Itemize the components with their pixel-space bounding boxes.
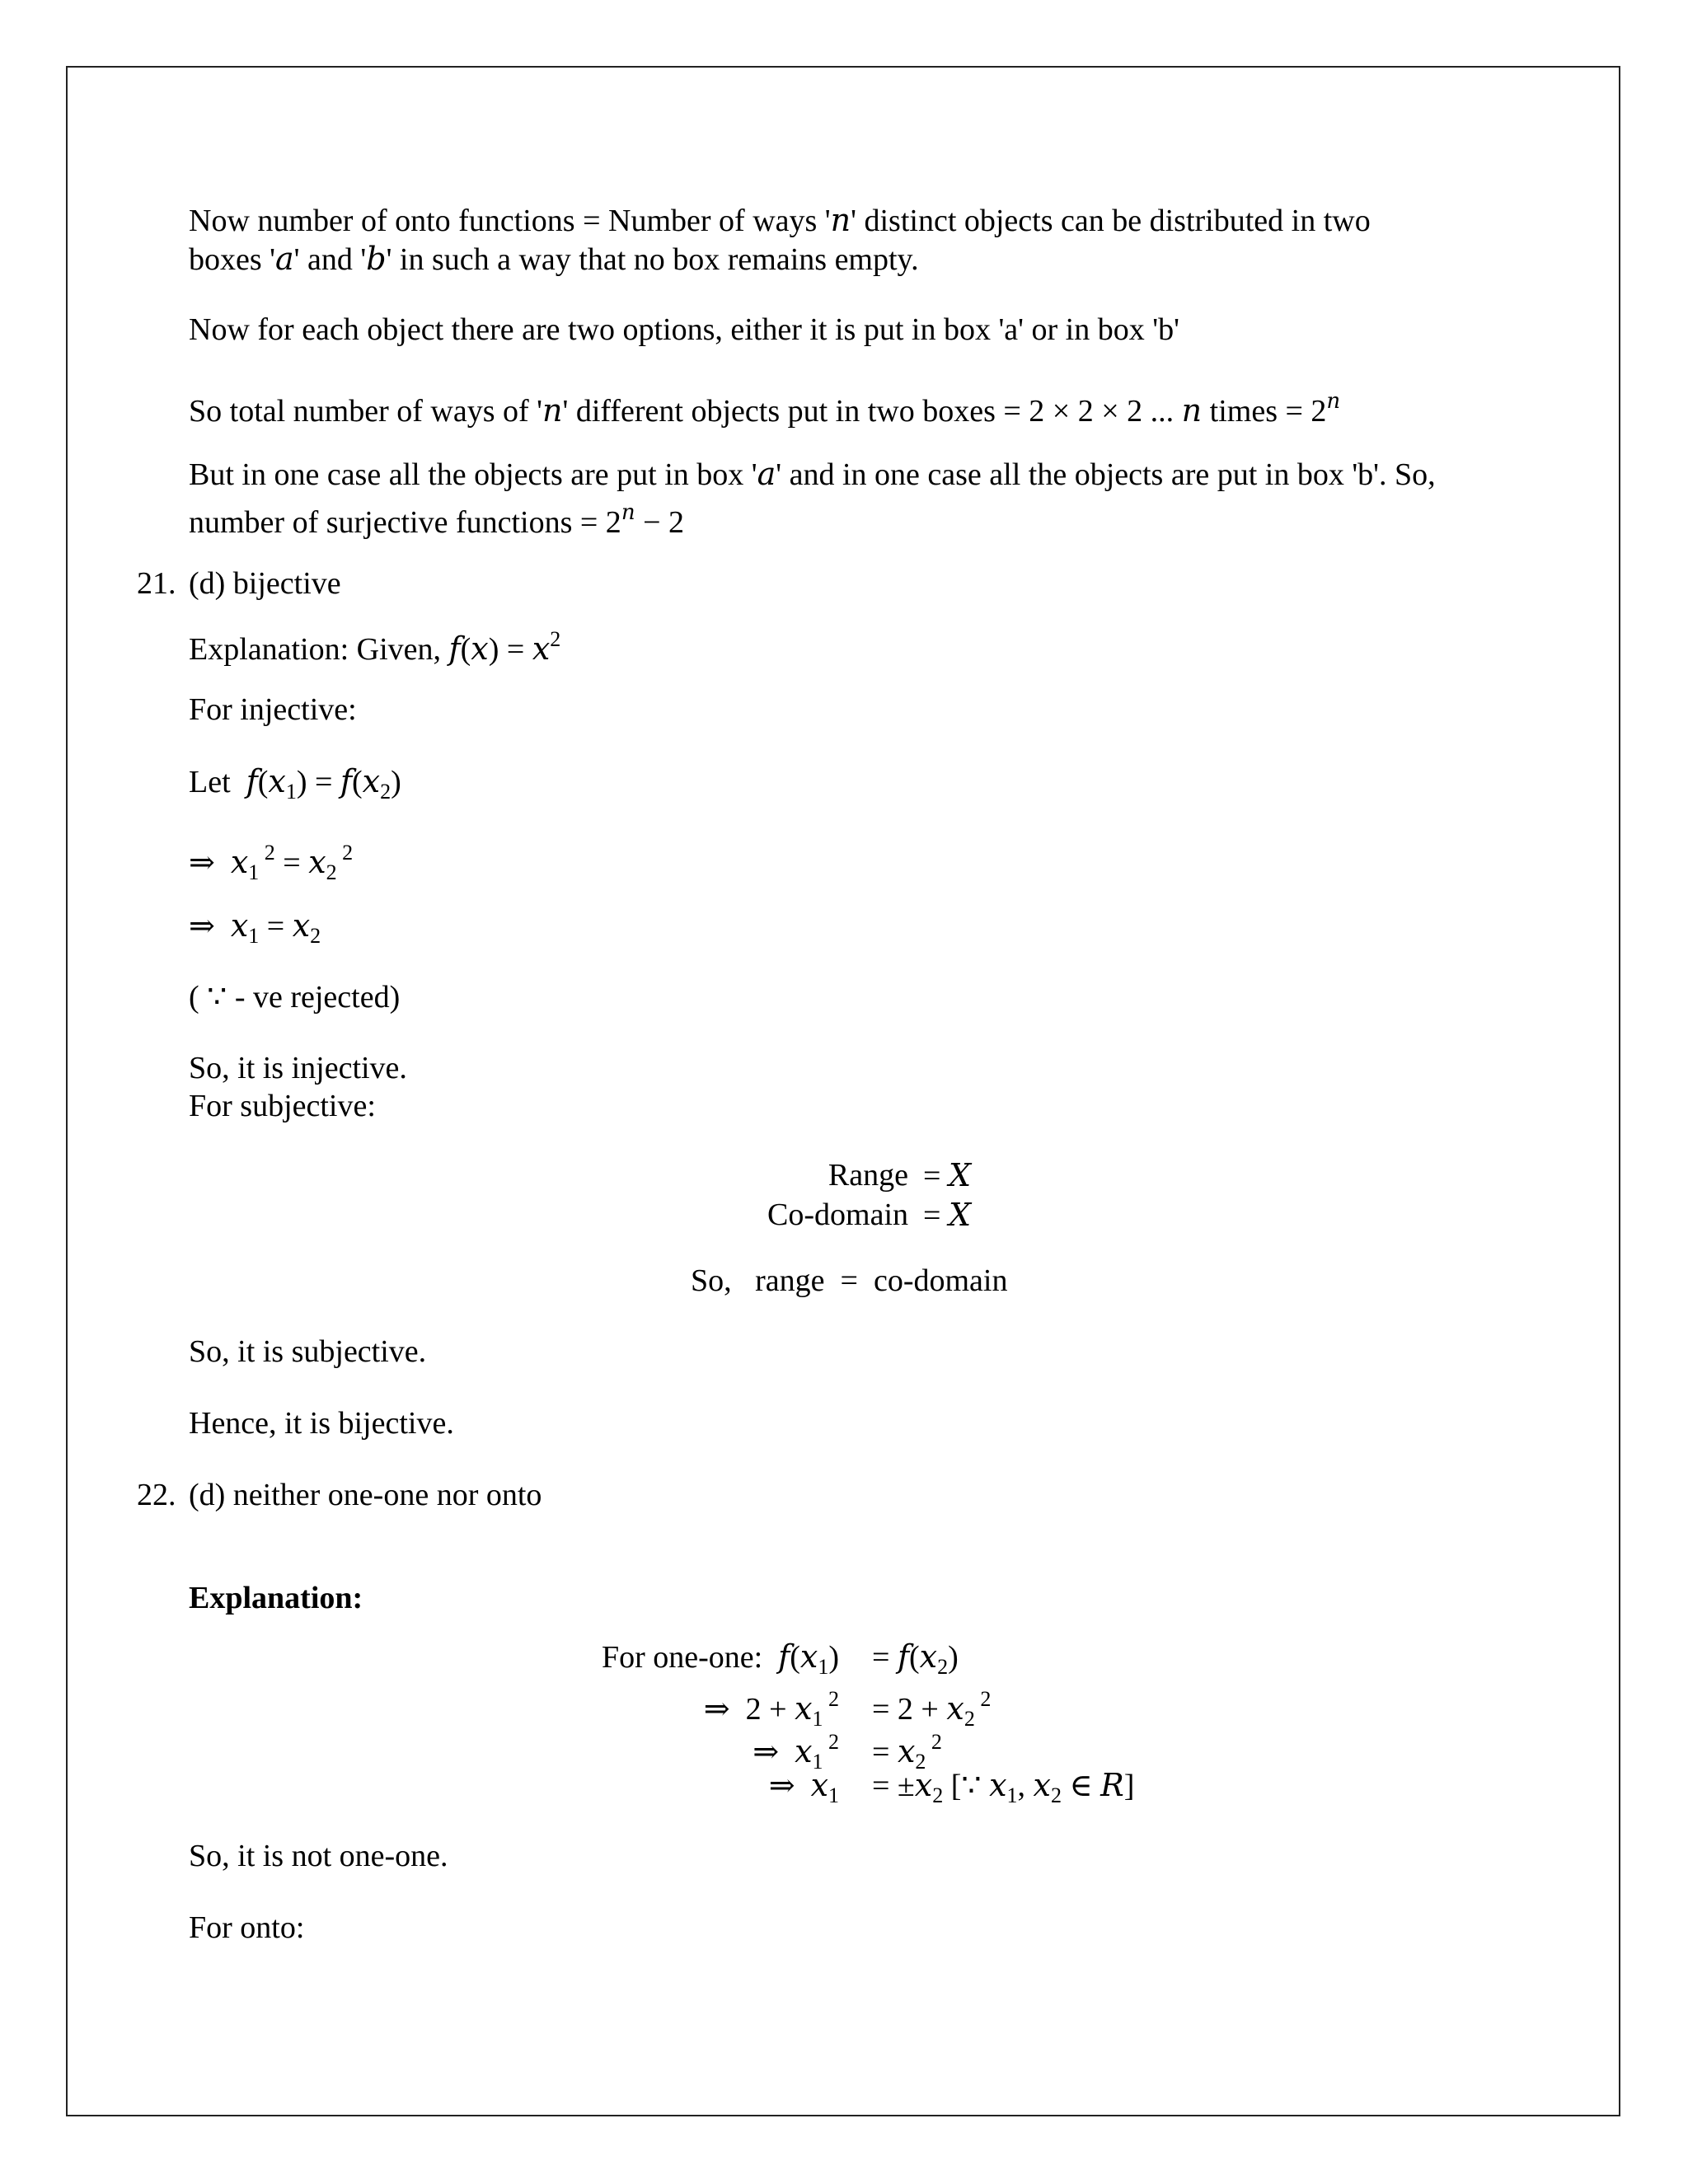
not-one-one-conclusion: So, it is not one-one. (189, 1839, 448, 1873)
one-one-line-4-left: ⇒ $x_1$ (768, 1767, 839, 1807)
total-ways-line: So total number of ways of 'n' different objects put in two boxes = 2 × 2 × 2 ... n times = $2^n$ (189, 389, 1341, 429)
let-equation: Let $f(x_1) = f(x_2)$ (189, 763, 401, 804)
question-21-number: 21. (137, 566, 176, 601)
one-one-line-1-left: For one-one: $f(x_1)$ (601, 1638, 839, 1679)
question-22-number: 22. (137, 1478, 176, 1512)
squares-equal-equation: ⇒ $x_1$ $^2 = x_2$ $^2$ (189, 841, 354, 884)
injective-conclusion: So, it is injective. (189, 1051, 407, 1085)
codomain-label: Co-domain (767, 1197, 908, 1232)
one-one-line-2-right: = $2 + x_2$ $^2$ (872, 1687, 992, 1731)
bijective-conclusion: Hence, it is bijective. (189, 1406, 454, 1441)
one-one-line-2-left: ⇒ $2 + x_1$ $^2$ (703, 1687, 839, 1731)
range-value: = X (923, 1157, 971, 1193)
one-one-line-4-right: = $\pm x_2$ [∵ $x_1$, $x_2$ ∈ R] (872, 1767, 1135, 1807)
for-subjective-heading: For subjective: (189, 1089, 376, 1123)
onto-functions-line-2: boxes 'a' and 'b' in such a way that no box remains empty. (189, 241, 919, 277)
two-options-line: Now for each object there are two options, either it is put in box 'a' or in box 'b' (189, 312, 1179, 347)
surjective-line-2: number of surjective functions = $2^n - 2$ (189, 500, 684, 540)
question-22-explanation: Explanation: (189, 1581, 363, 1615)
one-one-line-1-right: = $f(x_2)$ (872, 1638, 959, 1679)
question-21-explanation: Explanation: Given, $f(x) = x^2$ (189, 627, 561, 667)
one-one-line-3-right: = $x_2$ $^2$ (872, 1730, 942, 1774)
codomain-value: = X (923, 1197, 971, 1233)
question-22-answer: (d) neither one-one nor onto (189, 1478, 542, 1512)
for-onto-heading: For onto: (189, 1910, 305, 1945)
rejected-note: ( ∵ - ve rejected) (189, 980, 401, 1015)
onto-functions-line-1: Now number of onto functions = Number of ways 'n' distinct objects can be distributed in two (189, 202, 1371, 238)
for-injective-heading: For injective: (189, 692, 357, 727)
subjective-conclusion: So, it is subjective. (189, 1334, 427, 1369)
surjective-line-1: But in one case all the objects are put in box 'a' and in one case all the objects are put in box 'b'. So, (189, 456, 1436, 492)
one-one-line-3-left: ⇒ $x_1$ $^2$ (753, 1730, 839, 1774)
range-equals-codomain: So, range = co-domain (691, 1263, 1008, 1298)
x1-equals-x2-equation: ⇒ $x_1 = x_2$ (189, 907, 321, 948)
range-label: Range (828, 1158, 908, 1193)
question-21-answer: (d) bijective (189, 566, 341, 601)
